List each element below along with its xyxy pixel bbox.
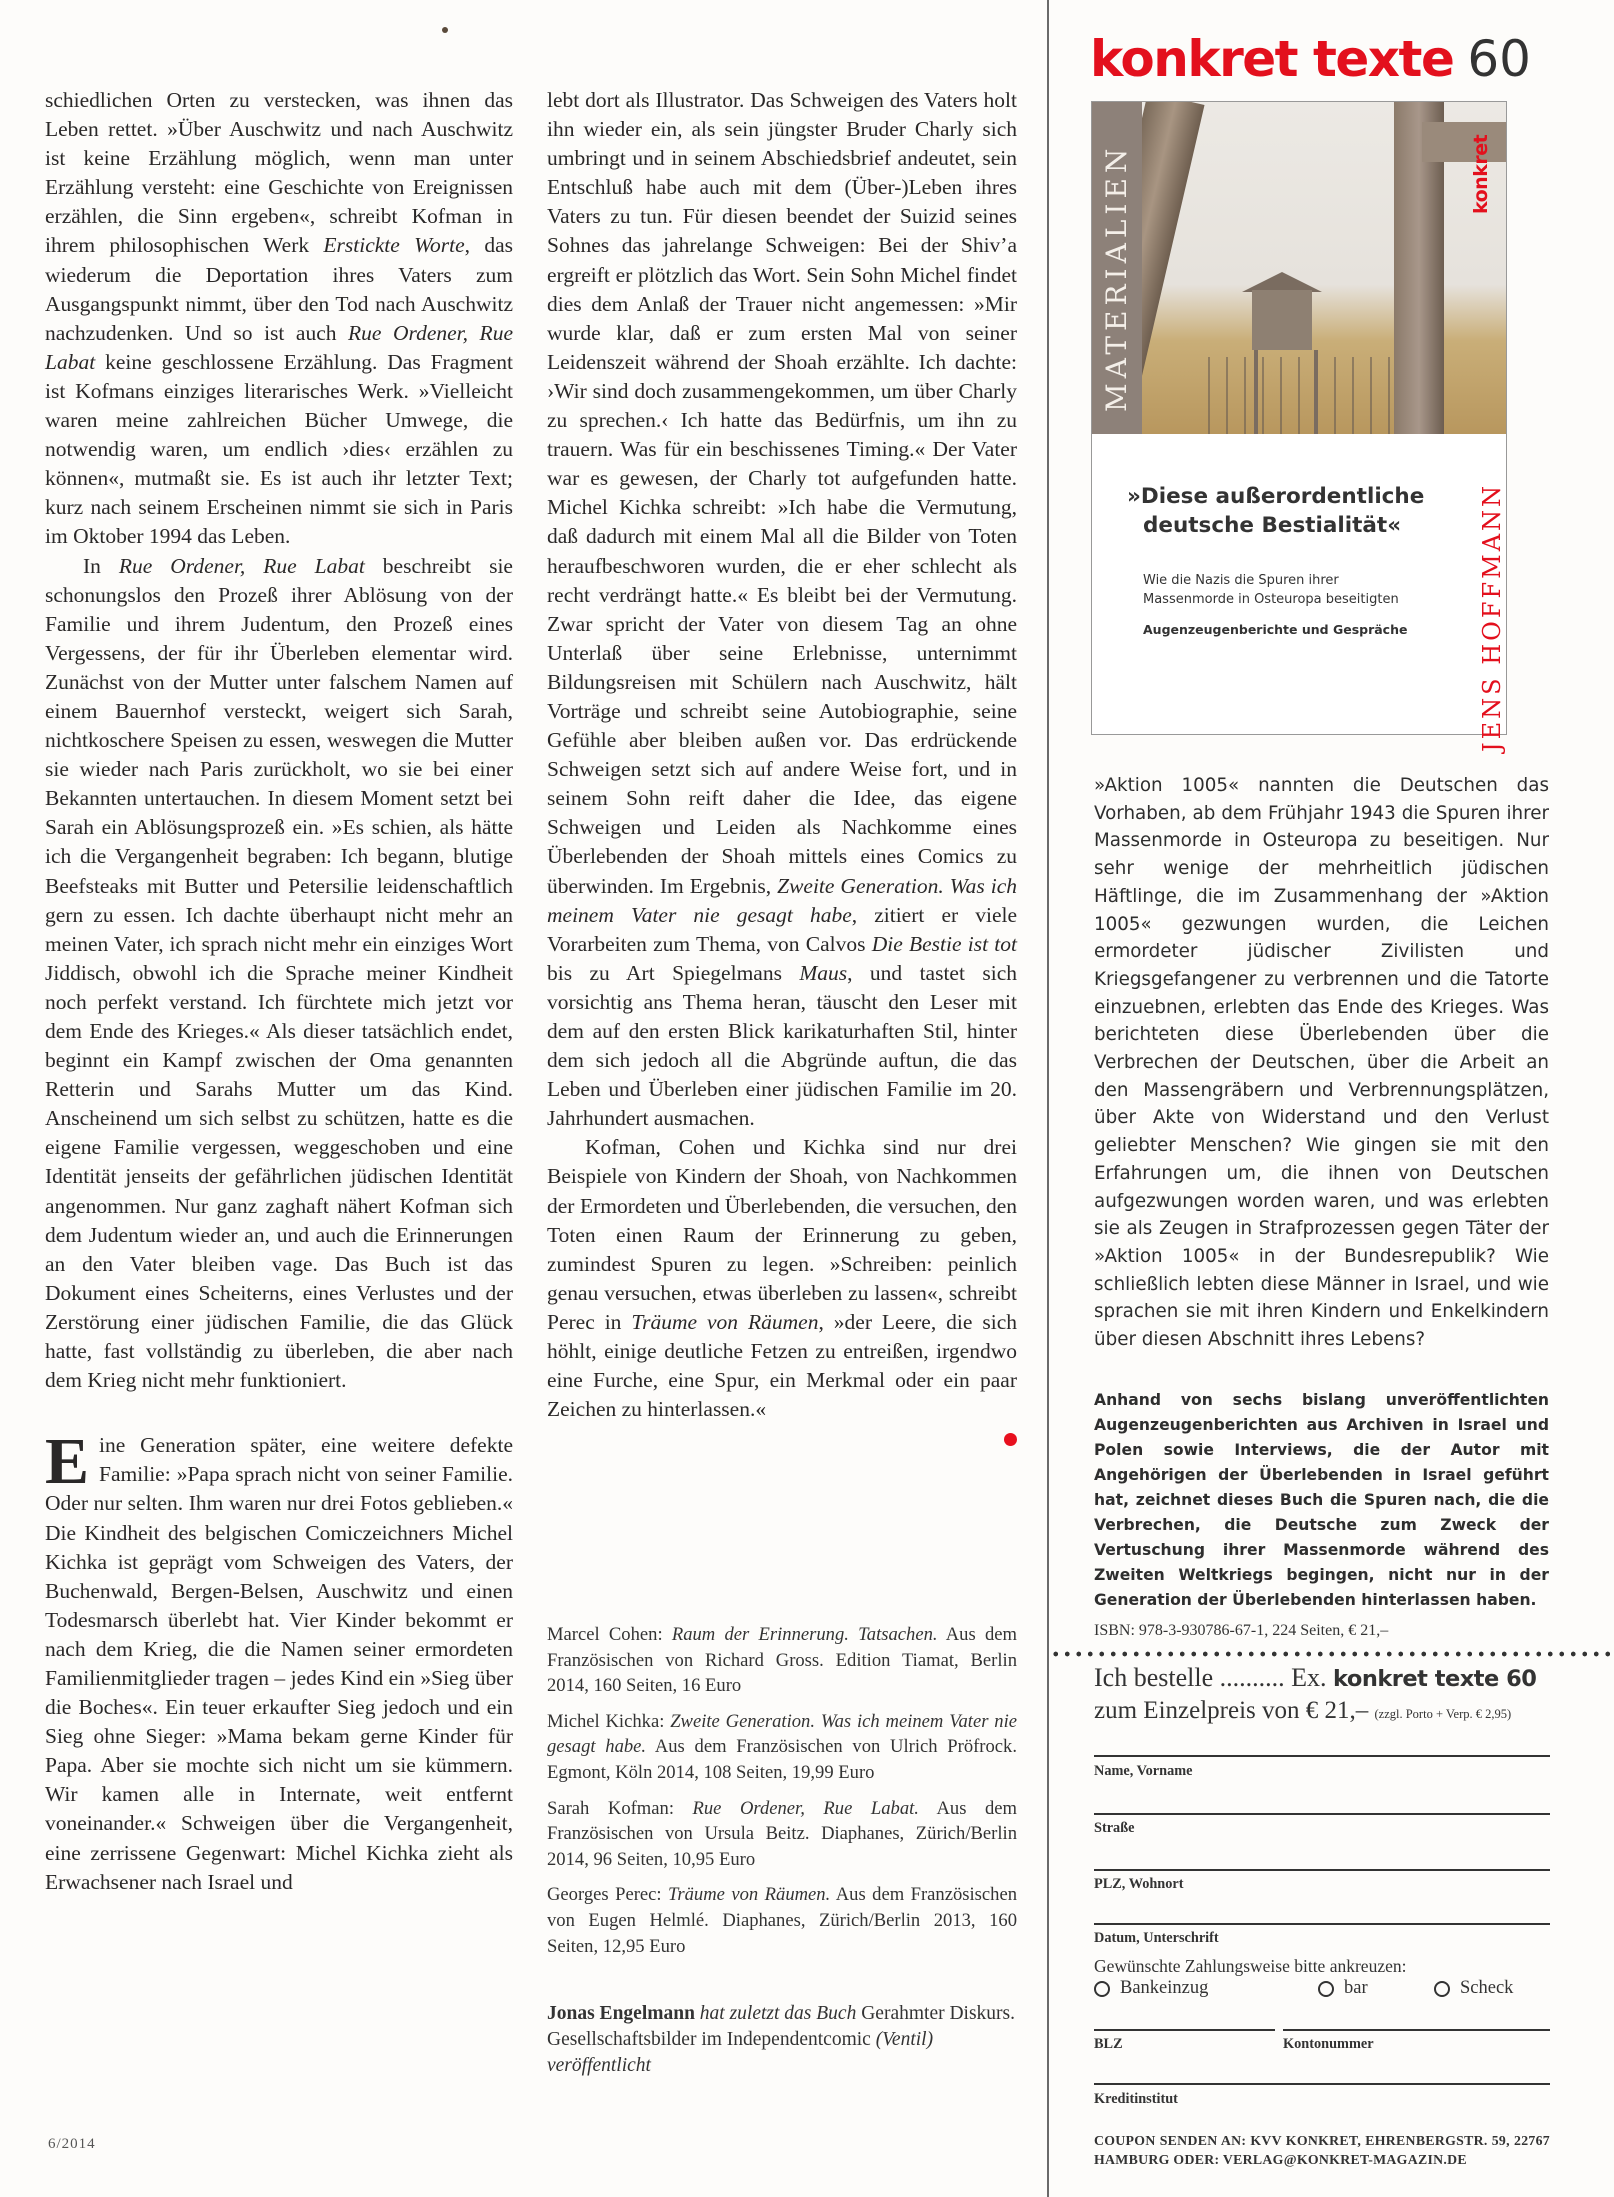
bibliography-entry: Sarah Kofman: Rue Ordener, Rue Labat. Aus dem Französischen von Ursula Beitz. Diaphanes, Zürich/Berlin 2014, 96 Seiten, 10,95 Euro	[547, 1797, 1018, 1870]
series-title	[1090, 30, 1531, 88]
paragraph: Kofman, Cohen und Kichka sind nur drei Beispiele von Kindern der Shoah, von Nachkommen der Ermordeten und Überlebenden, die versuchen, den Toten einen Raum der Erinnerung zu geben, zumindest Spuren zu legen. »Schreiben: peinlich genau versuchen, etwas überleben zu lassen«, schreibt Perec in Träume von Räumen, »der Leere, die sich höhlt, einige deutliche Fetzen zu entreißen, irgendwo eine Furche, eine Spur, ein Merkmal oder ein paar Zeichen zu hinterlassen.«	[547, 1135, 1017, 1422]
payment-option-scheck[interactable]: Scheck	[1434, 1978, 1513, 1999]
bibliography-entry: Michel Kichka: Zweite Generation. Was ich meinem Vater nie gesagt habe. Aus dem Französischen von Ulrich Pröfrock. Egmont, Köln 2014, 108 Seiten, 19,99 Euro	[547, 1710, 1017, 1783]
issue-number: 6/2014	[48, 2136, 96, 2152]
radio-circle-icon[interactable]	[1094, 1981, 1110, 1997]
bibliography-entry: Marcel Cohen: Raum der Erinnerung. Tatsachen. Aus dem Französischen von Richard Gross. Edition Tiamat, Berlin 2014, 160 Seiten, 16 Euro	[547, 1624, 1017, 1697]
account-number-field[interactable]	[1283, 2029, 1550, 2031]
bibliography	[547, 1622, 1017, 1969]
radio-circle-icon[interactable]	[1434, 1981, 1450, 1997]
book-description-bold: Anhand von sechs bislang unveröffentlichten Augenzeugenberichten aus Archiven in Israel und Polen sowie Interviews, die der Autor mit Angehörigen der Überlebenden in Israel geführt hat, zeichnet dieses Buch die Spuren nach, die die Verbrechen, die Deutsche zum Zweck der Vertuschung ihrer Massenmorde während des Zweiten Weltkriegs begingen, nicht nur in der Generation der Überlebenden hinterlassen haben.	[1094, 1391, 1549, 1609]
cover-subtitle-bold: Augenzeugenberichte und Gespräche	[1143, 622, 1408, 637]
cover-publisher-logo: konkret	[1470, 134, 1492, 214]
cover-series-label: MATERIALIEN	[1100, 143, 1133, 412]
payment-label: Gewünschte Zahlungsweise bitte ankreuzen:	[1094, 1956, 1407, 1976]
cover-spine-band	[1092, 102, 1142, 434]
cover-title: »Diese außerordentliche deutsche Bestialität«	[1127, 484, 1425, 538]
cover-author: JENS HOFFMANN	[1478, 482, 1506, 752]
column-divider	[1047, 0, 1049, 2197]
name-label: Name, Vorname	[1094, 1763, 1193, 1779]
drop-cap: E	[45, 1425, 90, 1499]
cover-photo-camp-fence	[1092, 102, 1506, 434]
blz-field[interactable]	[1094, 2029, 1275, 2031]
city-label: PLZ, Wohnort	[1094, 1876, 1184, 1892]
payment-option-bar[interactable]: bar	[1318, 1978, 1368, 1999]
book-description: »Aktion 1005« nannten die Deutschen das Vorhaben, ab dem Frühjahr 1943 die Spuren ihrer Massenmorde in Osteuropa zu beseitigen. Nur sehr wenige der mehrheitlich jüdischen Häftlinge, die im Zusammenhang der »Aktion 1005« gezwungen wurden, die Leichen ermordeter jüdischer Zivilisten und Kriegsgefangener zu verbrennen und die Tatorte einzuebnen, erlebten das Ende des Krieges. Was berichteten diese Überlebenden über die Verbrechen der Deutschen, über die Arbeit an den Massengräbern und Verbrennungsplätzen, über Akte von Widerstand und den Verlust geliebter Menschen? Wie gingen sie mit den Erfahrungen um, die ihnen von Deutschen aufgezwungen worden waren, und was erlebten sie als Zeugen in Strafprozessen gegen Täter der »Aktion 1005« in der Bundesrepublik? Wie schließlich lebten diese Männer in Israel, und wie sprachen sie mit ihren Kindern und Enkelkindern über diesen Abschnitt ihres Lebens?	[1094, 775, 1549, 1351]
watchtower-icon	[1252, 290, 1312, 350]
print-speck	[442, 27, 448, 33]
order-heading: Ich bestelle .......... Ex. konkret texte 60 zum Einzelpreis von € 21,– (zzgl. Porto + Verp. € 2,95)	[1094, 1663, 1537, 1724]
radio-circle-icon[interactable]	[1318, 1981, 1334, 1997]
series-number: 60	[1467, 30, 1531, 88]
paragraph: schiedlichen Orten zu verstecken, was ihnen das Leben rettet. »Über Auschwitz und nach Auschwitz ist keine Erzählung möglich, wenn man unter Erzählung versteht: eine Geschichte von Ereignissen erzählen, die Sinn ergeben«, schreibt Kofman in ihrem philosophischen Werk Erstickte Worte, das wiederum die Deportation ihres Vaters zum Ausgangspunkt nimmt, über den Tod nach Auschwitz nachzudenken. Und so ist auch Rue Ordener, Rue Labat keine geschlossene Erzählung. Das Fragment ist Kofmans einziges literarisches Werk. »Vielleicht waren meine zahlreichen Bücher Umwege, die notwendig waren, um endlich ›dies‹ erzählen zu können«, mutmaßt sie. Es ist auch ihr letzter Text; kurz nach seinem Erscheinen nimmt sie sich in Paris im Oktober 1994 das Leben.	[45, 88, 513, 549]
coupon-address: COUPON SENDEN AN: KVV KONKRET, EHRENBERGSTR. 59, 22767 HAMBURG ODER: VERLAG@KONKRET-MAGAZIN.DE	[1094, 2133, 1550, 2167]
paragraph-text: ine Generation später, eine weitere defekte Familie: »Papa sprach nicht von seiner Familie. Oder nur selten. Ihm waren nur drei Fotos geblieben.« Die Kindheit des belgischen Comiczeichners Michel Kichka ist geprägt vom Schweigen des Vaters, der Buchenwald, Bergen-Belsen, Auschwitz und einen Todesmarsch überlebt hat. Vier Kinder bekommt er nach dem Krieg, die die Namen seiner ermordeten Familienmitglieder tragen – jedes Kind ein »Sieg über die Boches«. Ein teuer erkaufter Sieg jedoch und ein Sieg ohne Sieger: »Mama bekam gerne Kinder für Papa. Aber sie mochte sich nicht um sie kümmern. Wir kamen alle in Internate, weit entfernt voneinander.« Schweigen über die Vergangenheit, eine zerrissene Gegenwart: Michel Kichka zieht als Erwachsener nach Israel und	[45, 1433, 513, 1894]
payment-option-bankeinzug[interactable]: Bankeinzug	[1094, 1978, 1208, 1999]
section-start-paragraph	[45, 1425, 513, 1897]
name-field[interactable]	[1094, 1755, 1550, 1757]
street-field[interactable]	[1094, 1813, 1550, 1815]
bank-field[interactable]	[1094, 2083, 1550, 2085]
end-of-article-mark-icon	[1004, 1433, 1017, 1446]
watchtower-roof	[1242, 272, 1322, 292]
paragraph: In Rue Ordener, Rue Labat beschreibt sie schonungslos den Prozeß ihrer Ablösung von der Familie und ihrem Judentum, den Prozeß eines Vergessens, der für ihr Überleben elementar wird. Zunächst von der Mutter unter falschem Namen auf einem Bauernhof versteckt, weigert sich Sarah, nichtkoschere Speisen zu essen, weswegen die Mutter sie wieder nach Paris zurückholt, wo sie bei einer Bekannten untertauchen. In diesem Moment setzt bei Sarah ein Ablösungsprozeß ein. »Es schien, als hätte ich die Vergangenheit begraben: Ich begann, blutige Beefsteaks mit Butter und Petersilie leidenschaftlich gern zu essen. Ich dachte überhaupt nicht mehr an meinen Vater, ich sprach nicht mehr ein einziges Wort Jiddisch, obwohl ich die Sprache meiner Kindheit noch perfekt verstand. Ich fürchtete mich jetzt vor dem Ende des Krieges.« Als dieser tatsächlich endet, beginnt ein Kampf zwischen der Oma genannten Retterin und Sarahs Mutter um das Kind. Anscheinend um sich selbst zu schützen, hatte es die eigene Familie vergessen, weggeschoben und eine Identität jenseits der gefährlichen jüdischen Identität angenommen. Nur ganz zaghaft nähert Kofman sich dem Judentum wieder an, und auch die Erinnerungen an den Vater bleiben vage. Das Buch ist das Dokument eines Scheiterns, eines Verlustes und der Zerstörung einer jüdischen Familie, die das Glück hatte, fast vollständig zu überleben, die aber nach dem Krieg nicht mehr funktioniert.	[45, 553, 513, 1393]
series-name: konkret texte	[1090, 30, 1454, 88]
date-signature-field[interactable]	[1094, 1923, 1550, 1925]
dotted-cut-line	[1050, 1651, 1614, 1657]
bibliography-entry: Georges Perec: Träume von Räumen. Aus dem Französischen von Eugen Helmlé. Diaphanes, Zürich/Berlin 2013, 160 Seiten, 12,95 Euro	[547, 1884, 1018, 1957]
bank-label: Kreditinstitut	[1094, 2091, 1178, 2107]
article-column-2	[547, 86, 1017, 1446]
isbn-info: ISBN: 978-3-930786-67-1, 224 Seiten, € 21,–	[1094, 1622, 1389, 1639]
city-field[interactable]	[1094, 1869, 1550, 1871]
author-note: Jonas Engelmann hat zuletzt das Buch Gerahmter Diskurs. Gesellschaftsbilder im Independentcomic (Ventil) veröffentlicht	[547, 2003, 1016, 2076]
blz-label: BLZ	[1094, 2036, 1123, 2052]
watchtower-legs	[1254, 350, 1318, 434]
book-cover	[1091, 101, 1507, 735]
paragraph: lebt dort als Illustrator. Das Schweigen des Vaters holt ihn wieder ein, als sein jüngster Bruder Charly sich umbringt und in seinem Abschiedsbrief andeutet, sein Entschluß habe auch mit dem (Über-)Leben ihres Vaters zu tun. Für diesen beendet der Suizid seines Sohnes das jahrelange Schweigen: Bei der Shiv’a ergreift er plötzlich das Wort. Sein Sohn Michel findet dies dem Anlaß der Trauer nicht angemessen: »Mir wurde klar, daß er zum ersten Mal von seiner Leidenszeit während der Shoah erzählte. Ich dachte: ›Wir sind doch zusammengekommen, um über Charly zu sprechen.‹ Ich hatte das Bedürfnis, um ihn zu trauern. Was für ein beschissenes Timing.« Der Vater war es gewesen, der Charly tot aufgefunden hatte. Michel Kichka schreibt: »Ich habe die Vermutung, daß dadurch mit einem Mal all die Bilder von Toten heraufbeschworen wurden, die er eher schlecht als recht verdrängt hatte.« Es bleibt bei der Vermutung. Zwar spricht der Vater von diesem Tag an ohne Unterlaß über seine Erlebnisse, unternimmt Bildungsreisen mit Schülern nach Auschwitz, hält Vorträge und schreibt seine Autobiographie, seine Gefühle aber bleiben außen vor. Das erdrückende Schweigen setzt sich auf andere Weise fort, und in seinem Sohn reift daher die Idee, das eigene Schweigen und Leiden als Nachkomme eines Überlebenden der Shoah mittels eines Comics zu überwinden. Im Ergebnis, Zweite Generation. Was ich meinem Vater nie gesagt habe, zitiert er viele Vorarbeiten zum Thema, von Calvos Die Bestie ist tot bis zu Art Spiegelmans Maus, und tastet sich vorsichtig ans Thema heran, täuscht den Leser mit dem auf den ersten Blick karikaturhaften Stil, hinter dem sich jedoch all die Abgründe auftun, die das Leben und Überleben einer jüdischen Familie im 20. Jahrhundert ausmachen.	[547, 88, 1018, 1131]
article-column-1	[45, 86, 513, 1897]
fence-crossbeam	[1422, 122, 1506, 162]
account-number-label: Kontonummer	[1283, 2036, 1374, 2052]
street-label: Straße	[1094, 1820, 1135, 1836]
date-signature-label: Datum, Unterschrift	[1094, 1930, 1219, 1946]
cover-subtitle: Wie die Nazis die Spuren ihrer Massenmorde in Osteuropa beseitigten	[1143, 573, 1399, 607]
